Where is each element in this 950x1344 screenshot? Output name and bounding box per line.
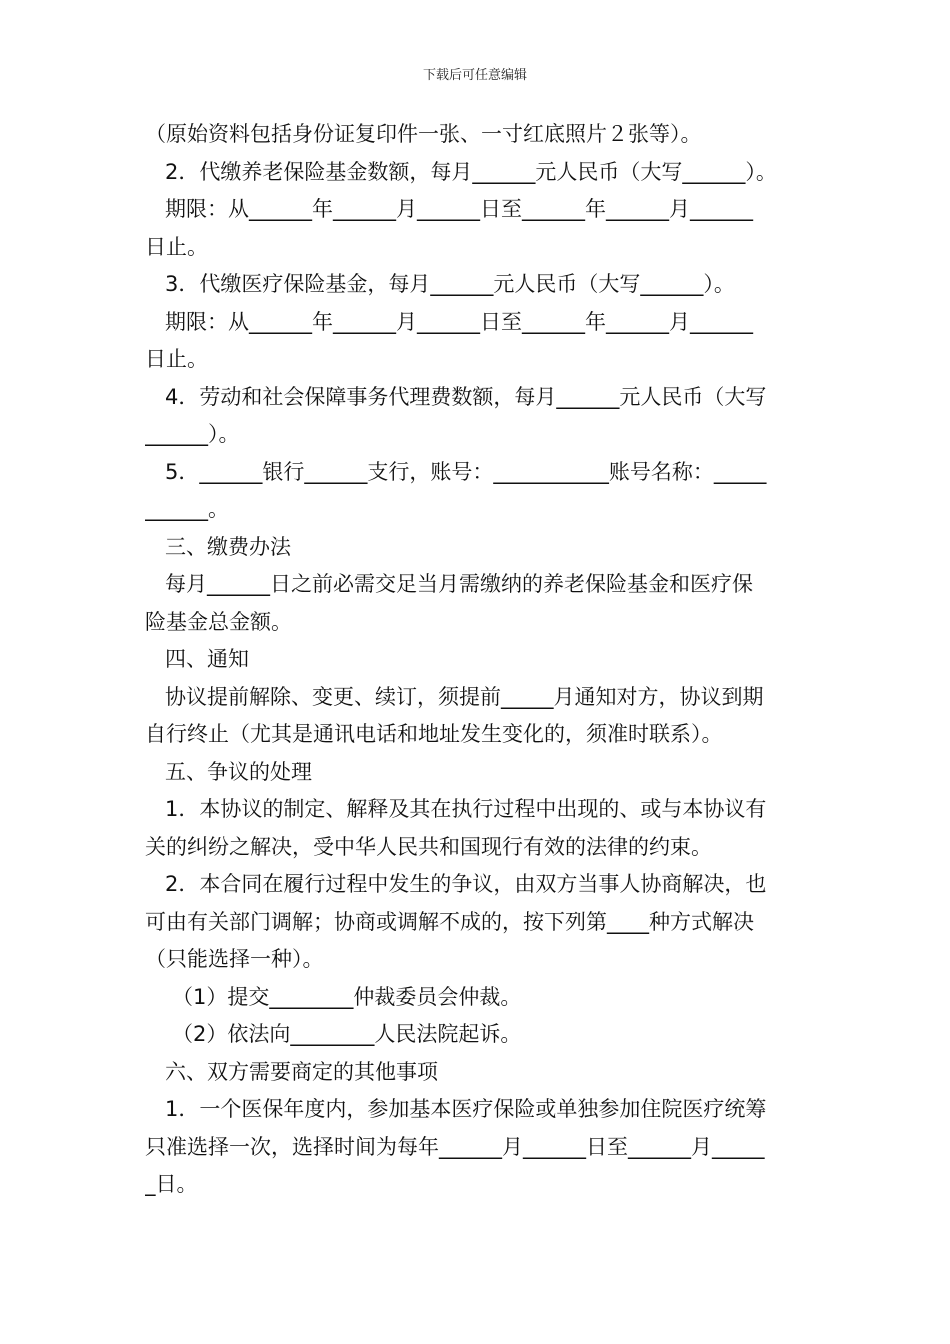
- paragraph-line: 1．本协议的制定、解释及其在执行过程中出现的、或与本协议有: [165, 797, 767, 821]
- paragraph-line: _日。: [145, 1172, 198, 1196]
- paragraph-line: 2．代缴养老保险基金数额，每月______元人民币（大写______）。: [165, 159, 777, 184]
- paragraph-line: 自行终止（尤其是通讯电话和地址发生变化的，须准时联系）。: [145, 722, 723, 746]
- paragraph-line: （原始资料包括身份证复印件一张、一寸红底照片２张等）。: [145, 122, 702, 146]
- paragraph-line: 4．劳动和社会保障事务代理费数额，每月______元人民币（大写: [165, 384, 767, 409]
- paragraph-line: 2．本合同在履行过程中发生的争议，由双方当事人协商解决，也: [165, 872, 767, 896]
- page-header: 下载后可任意编辑: [422, 68, 527, 83]
- paragraph-line: 期限：从______年______月______日至______年______月______: [165, 309, 753, 334]
- paragraph-line: （2）依法向________人民法院起诉。: [172, 1022, 522, 1046]
- paragraph-line: ______。: [145, 497, 229, 521]
- paragraph-line: 3．代缴医疗保险基金，每月______元人民币（大写______）。: [165, 272, 735, 296]
- paragraph-line: ______）。: [145, 422, 240, 446]
- paragraph-line: 险基金总金额。: [145, 609, 292, 634]
- paragraph-line: 关的纠纷之解决，受中华人民共和国现行有效的法律的约束。: [145, 834, 712, 859]
- section-heading: 六、双方需要商定的其他事项: [165, 1059, 438, 1084]
- paragraph-line: 5．______银行______支行，账号：___________账号名称：_____: [165, 459, 767, 484]
- paragraph-line: 每月______日之前必需交足当月需缴纳的养老保险基金和医疗保: [165, 572, 753, 596]
- section-heading: 五、争议的处理: [165, 759, 312, 784]
- paragraph-line: 可由有关部门调解；协商或调解不成的，按下列第____种方式解决: [145, 909, 754, 934]
- paragraph-line: 期限：从______年______月______日至______年______月______: [165, 197, 753, 221]
- paragraph-line: 只准选择一次，选择时间为每年______月______日至______月_____: [145, 1134, 765, 1159]
- paragraph-line: 日止。: [145, 234, 208, 259]
- section-heading: 三、缴费办法: [165, 534, 291, 559]
- paragraph-line: 日止。: [145, 347, 208, 371]
- section-heading: 四、通知: [165, 647, 249, 671]
- paragraph-line: （只能选择一种）。: [145, 947, 324, 971]
- document-body: [145, 116, 810, 1204]
- paragraph-line: 协议提前解除、变更、续订，须提前_____月通知对方，协议到期: [165, 684, 764, 709]
- paragraph-line: 1．一个医保年度内，参加基本医疗保险或单独参加住院医疗统筹: [165, 1097, 767, 1121]
- paragraph-line: （1）提交________仲裁委员会仲裁。: [172, 984, 522, 1009]
